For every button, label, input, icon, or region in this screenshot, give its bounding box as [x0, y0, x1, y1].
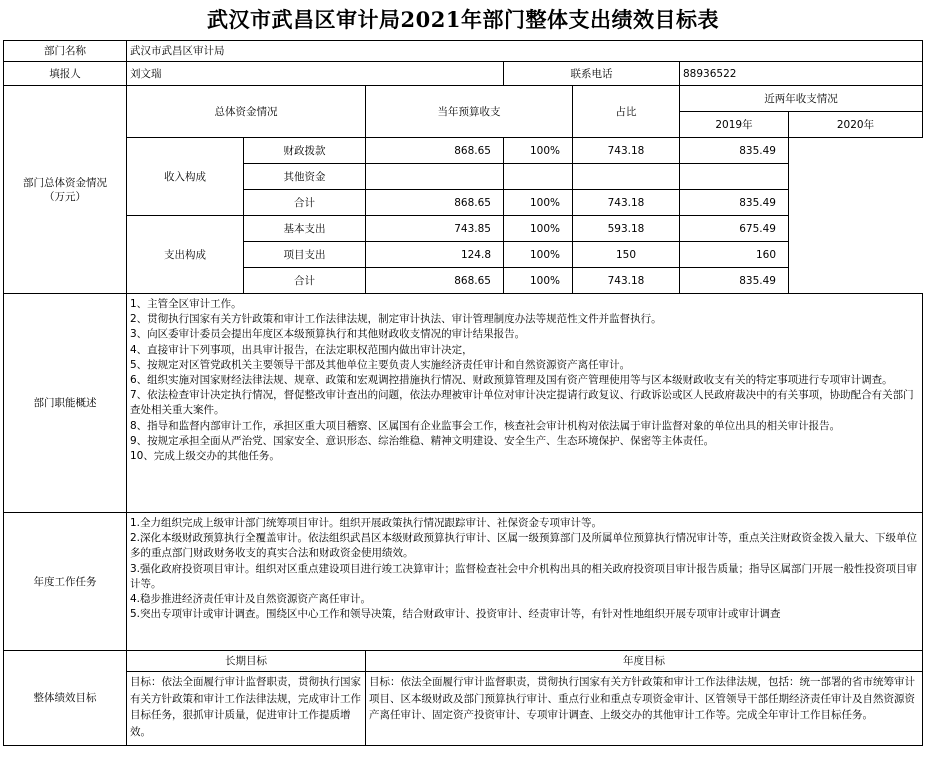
row-name: 财政拨款	[244, 138, 366, 164]
row-2020	[680, 164, 789, 190]
annual-text: 目标：依法全面履行审计监督职责，贯彻执行国家有关方针政策和审计工作法律法规，包括：统一部署的省市统筹审计项目、区本级财政及部门预算执行审计、重点行业和重点专项资金审计、区管领导干部任期经济责任审计及自然资源资产离任审计、固定资产投资审计、专项审计调查、上级交办的其他审计工作等。完成全年审计工作目标任务。	[366, 672, 923, 746]
filler-row	[4, 62, 923, 86]
phone-value: 88936522	[680, 62, 923, 86]
performance-body-row	[4, 672, 923, 746]
list-item: 4.稳步推进经济责任审计及自然资源资产离任审计。	[130, 593, 372, 606]
dept-name-label: 部门名称	[4, 41, 127, 62]
long-term-header: 长期目标	[127, 651, 366, 672]
functions-list	[127, 294, 923, 513]
row-2019	[573, 164, 680, 190]
header-ratio: 占比	[573, 86, 680, 138]
row-name: 其他资金	[244, 164, 366, 190]
performance-target-table	[3, 40, 923, 746]
row-budget: 868.65	[366, 138, 504, 164]
row-ratio	[504, 164, 573, 190]
row-name: 基本支出	[244, 216, 366, 242]
list-item: 2、贯彻执行国家有关方针政策和审计工作法律法规，制定审计执法、审计管理制度办法等规范性文件并监督执行。	[130, 313, 662, 326]
funds-section-label-line1: 部门总体资金情况	[23, 176, 107, 189]
header-2019: 2019年	[680, 112, 789, 138]
page-title: 武汉市武昌区审计局2021年部门整体支出绩效目标表	[207, 7, 719, 32]
annual-tasks-list	[127, 513, 923, 651]
row-2020: 160	[680, 242, 789, 268]
list-item: 2.深化本级财政预算执行全覆盖审计。依法组织武昌区本级财政预算执行审计、区属一级预算部门及所属单位预算执行情况审计等，重点关注财政资金拨入量大、下级单位多的重点部门财政财务收支的真实合法和财政资金使用绩效。	[130, 532, 918, 560]
list-item: 3、向区委审计委员会提出年度区本级预算执行和其他财政收支情况的审计结果报告。	[130, 328, 526, 341]
row-2019: 743.18	[573, 190, 680, 216]
table-row	[4, 138, 923, 164]
list-item: 6、组织实施对国家财经法律法规、规章、政策和宏观调控措施执行情况、财政预算管理及国有资产管理使用等与区本级财政收支有关的特定事项进行专项审计调查。	[130, 374, 893, 387]
list-item: 5.突出专项审计或审计调查。围绕区中心工作和领导决策，结合财政审计、投资审计、经责审计等，有针对性地组织开展专项审计或审计调查	[130, 608, 781, 621]
annual-header: 年度目标	[366, 651, 923, 672]
row-ratio: 100%	[504, 268, 573, 294]
row-ratio: 100%	[504, 190, 573, 216]
row-budget: 868.65	[366, 268, 504, 294]
list-item: 7、依法检查审计决定执行情况，督促整改审计查出的问题，依法办理被审计单位对审计决定提请行政复议、行政诉讼或区人民政府裁决中的有关事项，协助配合有关部门查处相关重大案件。	[130, 389, 914, 417]
dept-name-row	[4, 41, 923, 62]
row-2019: 743.18	[573, 138, 680, 164]
income-label: 收入构成	[127, 138, 244, 216]
dept-name-value: 武汉市武昌区审计局	[127, 41, 923, 62]
table-row	[4, 216, 923, 242]
expense-label: 支出构成	[127, 216, 244, 294]
header-recent: 近两年收支情况	[680, 86, 923, 112]
long-term-text: 目标：依法全面履行审计监督职责，贯彻执行国家有关方针政策和审计工作法律法规，完成审计工作目标任务，狠抓审计质量，促进审计工作提质增效。	[127, 672, 366, 746]
list-item: 8、指导和监督内部审计工作，承担区重大项目稽察、区属国有企业监事会工作，核查社会审计机构对依法属于审计监督对象的单位出具的相关审计报告。	[130, 419, 841, 432]
row-budget: 124.8	[366, 242, 504, 268]
row-2019: 593.18	[573, 216, 680, 242]
filler-value: 刘文瑞	[127, 62, 504, 86]
row-budget	[366, 164, 504, 190]
row-name: 合计	[244, 190, 366, 216]
row-ratio: 100%	[504, 242, 573, 268]
performance-label: 整体绩效目标	[4, 651, 127, 746]
header-overall: 总体资金情况	[127, 86, 366, 138]
row-ratio: 100%	[504, 216, 573, 242]
list-item: 5、按规定对区管党政机关主要领导干部及其他单位主要负责人实施经济责任审计和自然资源资产离任审计。	[130, 358, 631, 371]
functions-row	[4, 294, 923, 513]
header-budget: 当年预算收支	[366, 86, 573, 138]
row-name: 项目支出	[244, 242, 366, 268]
row-ratio: 100%	[504, 138, 573, 164]
row-2019: 150	[573, 242, 680, 268]
funds-section-label-line2: （万元）	[44, 190, 86, 203]
list-item: 9、按规定承担全面从严治党、国家安全、意识形态、综治维稳、精神文明建设、安全生产、生态环境保护、保密等主体责任。	[130, 434, 715, 447]
row-2020: 835.49	[680, 138, 789, 164]
row-name: 合计	[244, 268, 366, 294]
row-budget: 868.65	[366, 190, 504, 216]
row-2019: 743.18	[573, 268, 680, 294]
functions-label: 部门职能概述	[4, 294, 127, 513]
header-2020: 2020年	[789, 112, 923, 138]
row-budget: 743.85	[366, 216, 504, 242]
funds-section-label	[4, 86, 127, 294]
row-2020: 675.49	[680, 216, 789, 242]
annual-tasks-row	[4, 513, 923, 651]
list-item: 10、完成上级交办的其他任务。	[130, 450, 280, 463]
row-2020: 835.49	[680, 190, 789, 216]
list-item: 1、主管全区审计工作。	[130, 298, 242, 310]
phone-label: 联系电话	[504, 62, 680, 86]
list-item: 1.全力组织完成上级审计部门统筹项目审计。组织开展政策执行情况跟踪审计、社保资金专项审计等。	[130, 517, 603, 529]
filler-label: 填报人	[4, 62, 127, 86]
performance-header-row	[4, 651, 923, 672]
list-item: 3.强化政府投资项目审计。组织对区重点建设项目进行竣工决算审计；监督检查社会中介机构出具的相关政府投资项目审计报告质量；指导区属部门开展一般性投资项目审计等。	[130, 562, 918, 590]
row-2020: 835.49	[680, 268, 789, 294]
funds-header-row	[4, 86, 923, 112]
list-item: 4、直接审计下列事项，出具审计报告，在法定职权范围内做出审计决定，	[130, 343, 473, 356]
annual-tasks-label: 年度工作任务	[4, 513, 127, 651]
